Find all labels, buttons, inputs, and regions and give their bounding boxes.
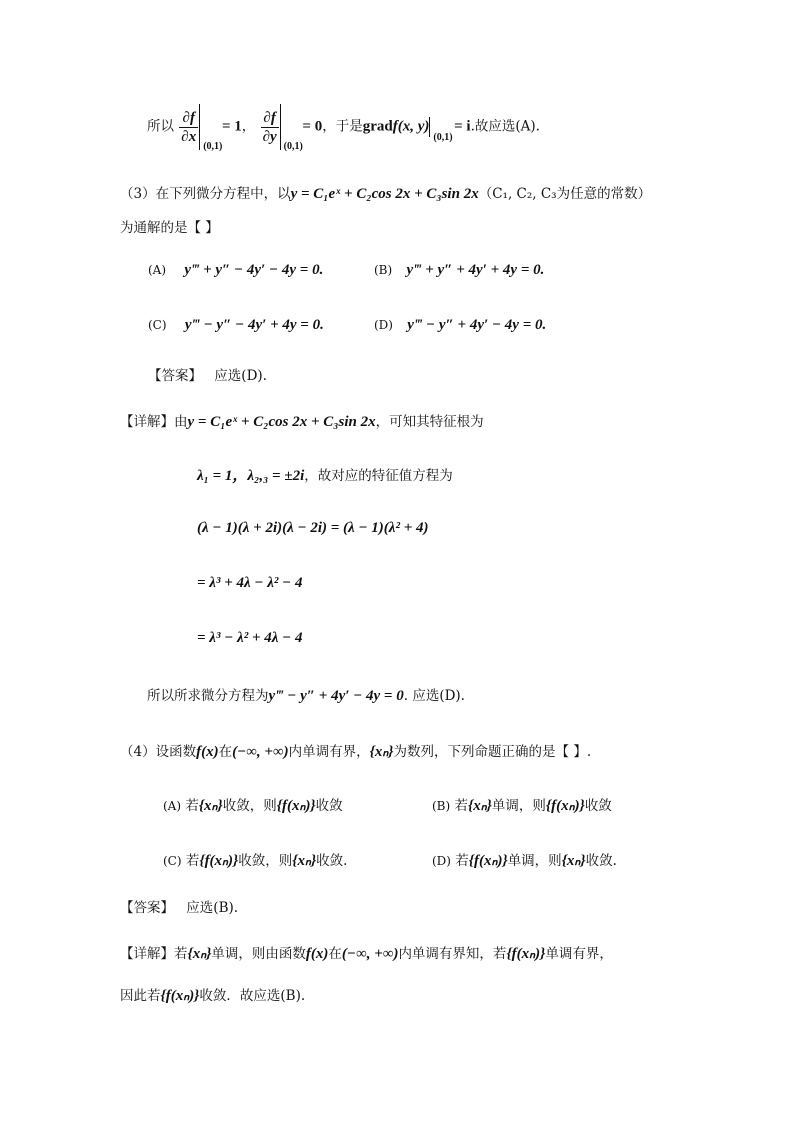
text: 若 — [185, 853, 200, 869]
option-expr: y‴ + y″ − 4y′ − 4y = 0. — [184, 262, 324, 278]
interval: (−∞, +∞) — [232, 744, 289, 760]
eq-value: = 1 — [218, 118, 242, 135]
q4-answer — [120, 896, 238, 916]
q3-roots — [197, 464, 453, 485]
q3-option-d — [374, 317, 546, 334]
text: 因此若 — [120, 988, 161, 1004]
q4-option-d — [432, 849, 617, 870]
frac-num: ∂f — [179, 109, 198, 128]
sequence: {xₙ} — [369, 744, 394, 760]
grad-result-line — [147, 104, 540, 150]
expr: {xₙ} — [198, 798, 223, 814]
text: 内单调有界知，若 — [398, 946, 507, 962]
text: 若 — [455, 853, 469, 869]
text: 收敛. — [585, 853, 617, 869]
grad-operator: grad — [362, 118, 393, 135]
function-expr: f(x, y) — [392, 118, 430, 135]
expr: {f(xₙ)} — [545, 798, 585, 814]
answer-label: 【答案】 — [148, 368, 202, 384]
text: 收敛．故应选(B). — [199, 988, 306, 1004]
eval-sub: (0,1) — [203, 141, 223, 152]
eval-bar — [429, 117, 453, 143]
expr: f(x) — [305, 946, 329, 962]
char-eq: = λ³ − λ² + 4λ − 4 — [197, 630, 303, 646]
q3-eq-line3 — [197, 630, 303, 647]
text: 若 — [454, 798, 468, 814]
expr: {xₙ} — [467, 798, 492, 814]
text: 收敛 — [584, 798, 612, 814]
roots-tail: ，故对应的特征值方程为 — [304, 468, 453, 484]
eq-value: = 0 — [298, 118, 323, 135]
eval-bar — [199, 104, 223, 152]
expr: (−∞, +∞) — [341, 946, 399, 962]
q4-detail-line2 — [120, 984, 305, 1005]
q4-option-a — [163, 794, 343, 815]
text-suffix: .故应选(A). — [470, 118, 540, 135]
option-label: (B) — [374, 263, 393, 277]
option-label: (D) — [374, 318, 393, 332]
eval-sub: (0,1) — [433, 132, 453, 143]
frac-num: ∂f — [261, 109, 279, 128]
q3-option-a — [148, 262, 323, 279]
text-mid: ，于是 — [322, 118, 363, 135]
q4-option-b — [432, 794, 612, 815]
text-prefix: 所以 — [147, 118, 174, 135]
expr: {f(xₙ)} — [276, 798, 316, 814]
detail-expr: y = C₁eˣ + C₂cos 2x + C₃sin 2x — [187, 414, 376, 430]
option-label: (A) — [163, 799, 182, 813]
fx: f(x) — [196, 744, 219, 760]
expr: {f(xₙ)} — [199, 853, 239, 869]
char-eq: (λ − 1)(λ + 2i)(λ − 2i) = (λ − 1)(λ² + 4) — [197, 520, 429, 536]
q4-number: （4）设函数 — [120, 744, 197, 760]
text: 单调有界， — [545, 946, 613, 962]
q4-stem — [120, 740, 591, 761]
expr: {f(xₙ)} — [506, 946, 546, 962]
eval-sub: (0,1) — [283, 141, 303, 152]
q3-stem-line2 — [120, 216, 219, 236]
detail-tail: ，可知其特征根为 — [375, 414, 484, 430]
expr: {f(xₙ)} — [160, 988, 200, 1004]
text: 在 — [328, 946, 342, 962]
option-label: (B) — [432, 799, 451, 813]
q3-option-b — [374, 262, 544, 279]
q3-eq-line2 — [197, 575, 303, 592]
option-label: (A) — [148, 263, 167, 277]
text: 单调，则由函数 — [211, 946, 306, 962]
q3-paren: （C₁, C₂, C₃为任意的常数） — [478, 186, 652, 202]
general-solution: y = C₁eˣ + C₂cos 2x + C₃sin 2x — [290, 186, 479, 202]
q3-detail — [120, 410, 484, 431]
option-expr: y‴ − y″ − 4y′ + 4y = 0. — [184, 317, 324, 333]
answer-label: 【答案】 — [120, 900, 174, 916]
answer-text: 应选(B). — [186, 900, 239, 916]
eval-bar — [280, 104, 303, 152]
conclusion-prefix: 所以所求微分方程为 — [147, 688, 269, 704]
option-label: (C) — [148, 318, 167, 332]
eq-value: = i — [450, 118, 471, 135]
conclusion-expr: y‴ − y″ + 4y′ − 4y = 0 — [268, 688, 404, 704]
q4-detail — [120, 942, 613, 963]
text: 内单调有界， — [288, 744, 370, 760]
option-expr: y‴ + y″ + 4y′ + 4y = 0. — [406, 262, 545, 278]
char-eq: = λ³ + 4λ − λ² − 4 — [197, 575, 303, 591]
conclusion-suffix: . 应选(D). — [403, 688, 465, 704]
q3-conclusion — [147, 684, 465, 705]
detail-label: 【详解】由 — [120, 414, 188, 430]
text: 收敛，则 — [238, 853, 293, 869]
expr: {xₙ} — [292, 853, 317, 869]
q3-answer — [148, 364, 267, 384]
text: 收敛. — [316, 853, 348, 869]
option-label: (C) — [163, 854, 182, 868]
option-expr: y‴ − y″ + 4y′ − 4y = 0. — [407, 317, 547, 333]
text: 单调，则 — [491, 798, 546, 814]
text: 若 — [185, 798, 199, 814]
expr: {f(xₙ)} — [468, 853, 508, 869]
option-label: (D) — [432, 854, 451, 868]
frac-den: ∂y — [262, 128, 277, 145]
text: 为数列，下列命题正确的是【 】. — [393, 744, 592, 760]
text: 收敛 — [315, 798, 343, 814]
q3-option-c — [148, 317, 324, 334]
frac-den: ∂x — [181, 128, 197, 145]
text: 收敛，则 — [222, 798, 277, 814]
q3-number: （3）在下列微分方程中，以 — [120, 186, 291, 202]
expr: {xₙ} — [561, 853, 586, 869]
partial-fraction-x — [179, 109, 198, 146]
text: 在 — [218, 744, 233, 760]
q3-stem — [120, 182, 651, 203]
q4-option-c — [163, 849, 347, 870]
q3-blank: 为通解的是【 】 — [120, 220, 219, 236]
roots-expr: λ₁ = 1，λ₂,₃ = ±2i — [197, 468, 305, 484]
text: 单调，则 — [507, 853, 562, 869]
partial-fraction-y — [261, 109, 279, 146]
sep: ， — [241, 118, 256, 135]
answer-text: 应选(D). — [214, 368, 267, 384]
detail-label: 【详解】若 — [120, 946, 188, 962]
q3-eq-line1 — [197, 520, 428, 537]
expr: {xₙ} — [187, 946, 212, 962]
